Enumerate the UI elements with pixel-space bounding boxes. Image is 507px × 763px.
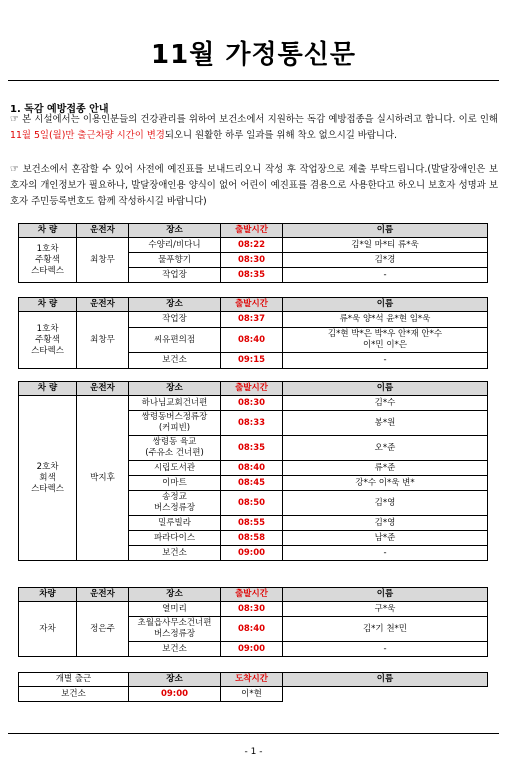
paragraph-1-text: 본 시설에서는 이용인분들의 건강관리를 위하여 보건소에서 지원하는 독감 예방접종을 실시하려고 합니다. 이로 인해	[18, 114, 498, 125]
col-header-place: 장소	[129, 298, 221, 312]
col-header-place: 장소	[129, 673, 221, 687]
name-cell: 류*욱 양*석 윤*현 임*욱	[283, 312, 488, 328]
col-header-depart: 출발시간	[221, 298, 283, 312]
name-cell: 구*욱	[283, 602, 488, 617]
table-row	[19, 238, 488, 253]
name-cell: 류*준	[283, 461, 488, 476]
driver-cell: 최창무	[77, 238, 129, 283]
col-header-depart: 출발시간	[221, 588, 283, 602]
name-cell: 남*준	[283, 531, 488, 546]
place-cell: 파라다이스	[129, 531, 221, 546]
paragraph-1-highlight: 11월 5일(월)만 출근차량 시간이 변경	[10, 130, 165, 141]
place-cell: 시립도서관	[129, 461, 221, 476]
time-cell: 08:22	[221, 238, 283, 253]
time-cell: 08:50	[221, 491, 283, 516]
place-cell: 작업장	[129, 312, 221, 328]
name-cell: 김*영	[283, 491, 488, 516]
time-cell: 09:00	[129, 687, 221, 702]
col-header-car: 차 량	[19, 298, 77, 312]
time-cell: 08:30	[221, 602, 283, 617]
footer-divider	[8, 733, 499, 734]
vehicle-cell: 1호차 주황색 스타렉스	[19, 238, 77, 283]
name-cell: 김*영	[283, 516, 488, 531]
table-row	[19, 687, 488, 702]
place-cell: 송정교 버스정류장	[129, 491, 221, 516]
place-cell: 씨유편의점	[129, 328, 221, 353]
name-cell: 김*수	[283, 396, 488, 411]
schedule-table-4	[18, 587, 488, 657]
col-header-driver: 운전자	[77, 224, 129, 238]
schedule-table-1	[18, 223, 488, 283]
col-header-name: 이름	[283, 298, 488, 312]
col-header-driver: 운전자	[77, 382, 129, 396]
place-cell: 보건소	[129, 546, 221, 561]
time-cell: 09:15	[221, 353, 283, 369]
place-cell: 밀루빌라	[129, 516, 221, 531]
col-header-name: 이름	[283, 673, 488, 687]
notice-paragraph-2	[10, 162, 498, 210]
time-cell: 08:33	[221, 411, 283, 436]
name-cell: 김*일 마*티 류*욱	[283, 238, 488, 253]
name-cell: -	[283, 546, 488, 561]
vehicle-cell: 2호차 회색 스타렉스	[19, 396, 77, 561]
place-cell: 작업장	[129, 268, 221, 283]
col-header-depart: 출발시간	[221, 382, 283, 396]
page-title: 11월 가정통신문	[151, 40, 356, 70]
time-cell: 08:40	[221, 617, 283, 642]
time-cell: 08:55	[221, 516, 283, 531]
col-header-arrive: 도착시간	[221, 673, 283, 687]
name-cell: 김*경	[283, 253, 488, 268]
col-header-name: 이름	[283, 224, 488, 238]
col-header-driver: 운전자	[77, 588, 129, 602]
schedule-table-5	[18, 672, 488, 702]
place-cell: 쌍령동 육교 (주유소 건너편)	[129, 436, 221, 461]
time-cell: 08:30	[221, 253, 283, 268]
notice-paragraph-1	[10, 112, 498, 144]
time-cell: 09:00	[221, 546, 283, 561]
name-cell: -	[283, 353, 488, 369]
col-header-driver: 운전자	[77, 298, 129, 312]
time-cell: 09:00	[221, 642, 283, 657]
col-header-car: 차 량	[19, 224, 77, 238]
place-cell: 수양리/비다니	[129, 238, 221, 253]
time-cell: 08:40	[221, 461, 283, 476]
time-cell: 08:35	[221, 436, 283, 461]
name-cell: 이*현	[221, 687, 283, 702]
schedule-table-3	[18, 381, 488, 561]
col-header-depart: 출발시간	[221, 224, 283, 238]
table-row	[19, 396, 488, 411]
section-title: 1. 독감 예방접종 안내	[10, 104, 109, 115]
name-cell: 강*수 이*욱 변*	[283, 476, 488, 491]
col-header-place: 장소	[129, 588, 221, 602]
col-header-car: 차량	[19, 588, 77, 602]
time-cell: 08:30	[221, 396, 283, 411]
place-cell: 보건소	[19, 687, 129, 702]
individual-commute-label: 개별 출근	[19, 673, 129, 687]
place-cell: 쌍령동버스정류장 (커피빈)	[129, 411, 221, 436]
name-cell: -	[283, 642, 488, 657]
place-cell: 보건소	[129, 353, 221, 369]
pointing-hand-icon: ☞	[10, 164, 19, 175]
name-cell: 김*기 천*민	[283, 617, 488, 642]
time-cell: 08:58	[221, 531, 283, 546]
place-cell: 하나님교회건너편	[129, 396, 221, 411]
time-cell: 08:37	[221, 312, 283, 328]
time-cell: 08:45	[221, 476, 283, 491]
paragraph-2-text: 보건소에서 혼잡할 수 있어 사전에 예진표를 보내드리오니 작성 후 작업장으로 제출 부탁드립니다.(발달장애인은 보호자의 개인정보가 필요하나, 발달장애인용 양식이 없어 어린이 예진표를 겸용으로 사용한다고 하오니 보호자 성명과 보호자 주민등록번호도 함께 작성하시길 바랍니다)	[10, 164, 498, 207]
page-number: - 1 -	[244, 747, 263, 757]
paragraph-1-text-end: 되오니 원활한 하루 일과를 위해 착오 없으시길 바랍니다.	[164, 130, 398, 141]
table-row	[19, 602, 488, 617]
place-cell: 이마트	[129, 476, 221, 491]
time-cell: 08:40	[221, 328, 283, 353]
place-cell: 초월읍사무소건너편 버스정류장	[129, 617, 221, 642]
vehicle-cell: 자차	[19, 602, 77, 657]
col-header-name: 이름	[283, 588, 488, 602]
place-cell: 물푸향기	[129, 253, 221, 268]
col-header-place: 장소	[129, 224, 221, 238]
col-header-place: 장소	[129, 382, 221, 396]
vehicle-cell: 1호차 주황색 스타렉스	[19, 312, 77, 369]
col-header-car: 차 량	[19, 382, 77, 396]
time-cell: 08:35	[221, 268, 283, 283]
name-cell: 김*현 박*은 박*우 안*재 안*수 이*민 이*은	[283, 328, 488, 353]
name-cell: 오*준	[283, 436, 488, 461]
driver-cell: 최창무	[77, 312, 129, 369]
driver-cell: 박지후	[77, 396, 129, 561]
place-cell: 보건소	[129, 642, 221, 657]
title-divider	[8, 80, 499, 81]
name-cell: 봉*원	[283, 411, 488, 436]
pointing-hand-icon: ☞	[10, 114, 19, 125]
place-cell: 열미리	[129, 602, 221, 617]
name-cell: -	[283, 268, 488, 283]
driver-cell: 정은주	[77, 602, 129, 657]
schedule-table-2	[18, 297, 488, 369]
table-row	[19, 312, 488, 328]
col-header-name: 이름	[283, 382, 488, 396]
